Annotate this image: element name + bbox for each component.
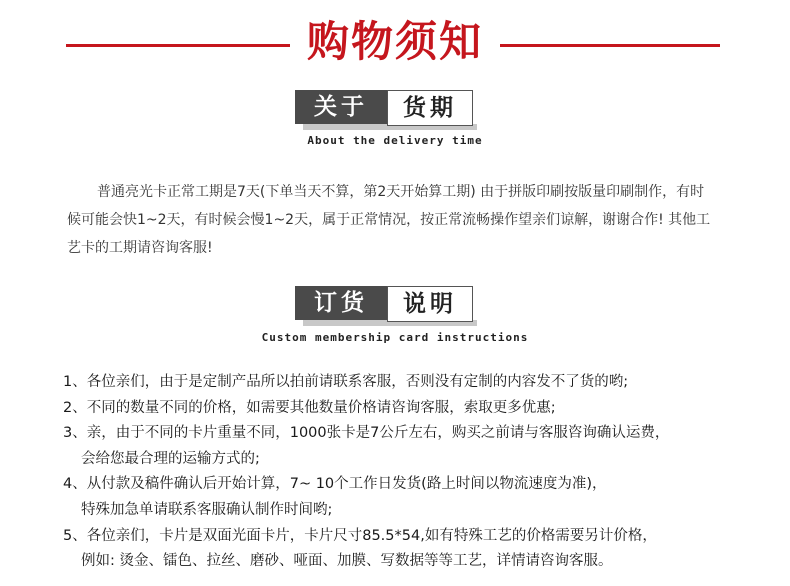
- delivery-text: 普通亮光卡正常工期是7天(下单当天不算，第2天开始算工期) 由于拼版印刷按版量印刷制作，有时候可能会快1~2天，有时候会慢1~2天，属于正常情况，按正常流畅操作望亲们谅解，谢谢合作! 其他工艺卡的工期请咨询客服!: [67, 184, 711, 256]
- list-item-continuation: 特殊加急单请联系客服确认制作时间哟;: [81, 501, 333, 518]
- header-rule-left: [66, 44, 290, 47]
- order-instructions-list: [63, 370, 743, 575]
- order-label-light: 说明: [387, 286, 473, 322]
- list-item-line: 4、从付款及稿件确认后开始计算，7~ 10个工作日发货(路上时间以物流速度为准)，: [63, 476, 607, 493]
- list-item: [63, 421, 743, 472]
- list-item: [63, 472, 743, 523]
- list-item: [63, 370, 743, 396]
- list-item-line: 3、亲，由于不同的卡片重量不同，1000张卡是7公斤左右，购买之前请与客服咨询确认运费，: [63, 425, 670, 442]
- list-item: [63, 396, 743, 422]
- delivery-paragraph: [67, 178, 717, 262]
- delivery-subtitle: About the delivery time: [307, 134, 483, 147]
- delivery-label-dark: 关于: [295, 90, 387, 124]
- header-rule-right: [500, 44, 720, 47]
- list-item-continuation: 例如: 烫金、镭色、拉丝、磨砂、哑面、加膜、写数据等等工艺，详情请咨询客服。: [81, 553, 613, 570]
- list-item-continuation: 会给您最合理的运输方式的;: [81, 450, 260, 467]
- delivery-section-heading: [295, 90, 477, 132]
- order-label-dark: 订货: [295, 286, 387, 320]
- page-title: 购物须知: [306, 17, 483, 66]
- list-item: [63, 524, 743, 575]
- order-section-heading: [295, 286, 477, 328]
- delivery-label-light: 货期: [387, 90, 473, 126]
- list-item-line: 2、不同的数量不同的价格，如需要其他数量价格请咨询客服，索取更多优惠;: [63, 399, 556, 416]
- order-subtitle: Custom membership card instructions: [261, 331, 529, 344]
- list-item-line: 5、各位亲们，卡片是双面光面卡片，卡片尺寸85.5*54,如有特殊工艺的价格需要另计价格，: [63, 527, 657, 544]
- list-item-line: 1、各位亲们，由于是定制产品所以拍前请联系客服，否则没有定制的内容发不了货的哟;: [63, 374, 629, 390]
- page-header: [0, 8, 790, 68]
